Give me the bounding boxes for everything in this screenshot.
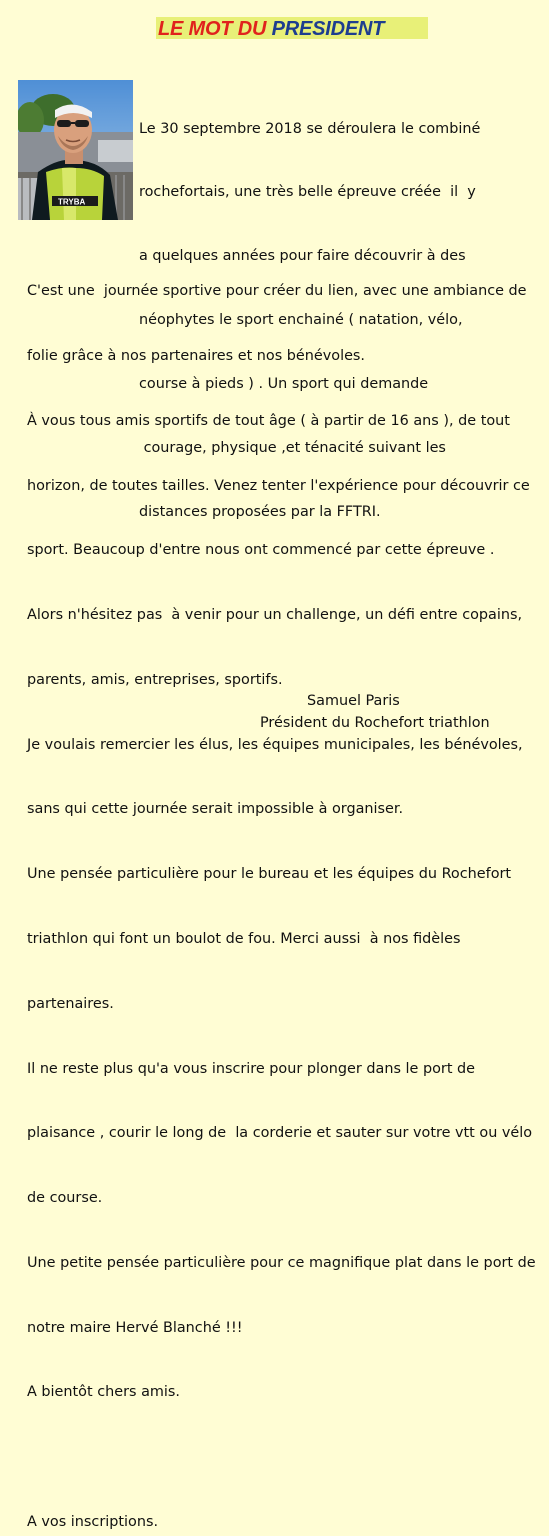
body-line: de course. [27,1190,103,1207]
body-line: partenaires. [27,995,114,1012]
body-line: Alors n'hésitez pas à venir pour un challenge, un défi entre copains, [27,607,523,624]
title-blue: PRESIDENT [271,18,385,40]
body-line: plaisance , courir le long de la corderie et sauter sur votre vtt ou vélo [27,1125,533,1142]
body-line: À vous tous amis sportifs de tout âge ( à partir de 16 ans ), de tout [27,412,510,429]
body-line: Une petite pensée particulière pour ce magnifique plat dans le port de [27,1254,536,1271]
body-line: folie grâce à nos partenaires et nos bénévoles. [27,347,365,364]
body-line: Une pensée particulière pour le bureau et les équipes du Rochefort [27,866,512,883]
intro-line: course à pieds ) . Un sport qui demande [139,376,429,393]
intro-line: a quelques années pour faire découvrir à des [139,248,466,265]
president-photo-image [18,80,133,220]
page-title [158,18,384,40]
signature-role: Président du Rochefort triathlon [260,715,490,731]
body-line: parents, amis, entreprises, sportifs. [27,671,283,688]
title-red: LE MOT DU [158,18,272,40]
body-line: notre maire Hervé Blanché !!! [27,1319,243,1336]
body-line: Il ne reste plus qu'a vous inscrire pour plonger dans le port de [27,1060,476,1077]
intro-line: distances proposées par la FFTRI. [139,503,381,520]
body-line: A vos inscriptions. [27,1514,159,1531]
signature-name: Samuel Paris [307,693,400,709]
body-line: sport. Beaucoup d'entre nous ont commencé par cette épreuve . [27,542,495,559]
body-line [27,1447,547,1469]
body-line: A bientôt chers amis. [27,1384,180,1401]
intro-line: Le 30 septembre 2018 se déroulera le combiné [139,120,481,137]
jersey-text: TRYBA [58,197,86,207]
intro-line: rochefortais, une très belle épreuve créée il y [139,184,476,201]
body-line: horizon, de toutes tailles. Venez tenter l'expérience pour découvrir ce [27,477,530,494]
body-line: C'est une journée sportive pour créer du lien, avec une ambiance de [27,283,527,300]
body-paragraphs [27,238,547,1536]
intro-line: courage, physique ,et ténacité suivant les [139,440,446,457]
body-line: sans qui cette journée serait impossible à organiser. [27,801,404,818]
body-line: triathlon qui font un boulot de fou. Merci aussi à nos fidèles [27,931,461,947]
body-line: Je voulais remercier les élus, les équipes municipales, les bénévoles, [27,736,523,753]
president-photo [18,80,133,220]
intro-line: néophytes le sport enchainé ( natation, vélo, [139,312,463,329]
